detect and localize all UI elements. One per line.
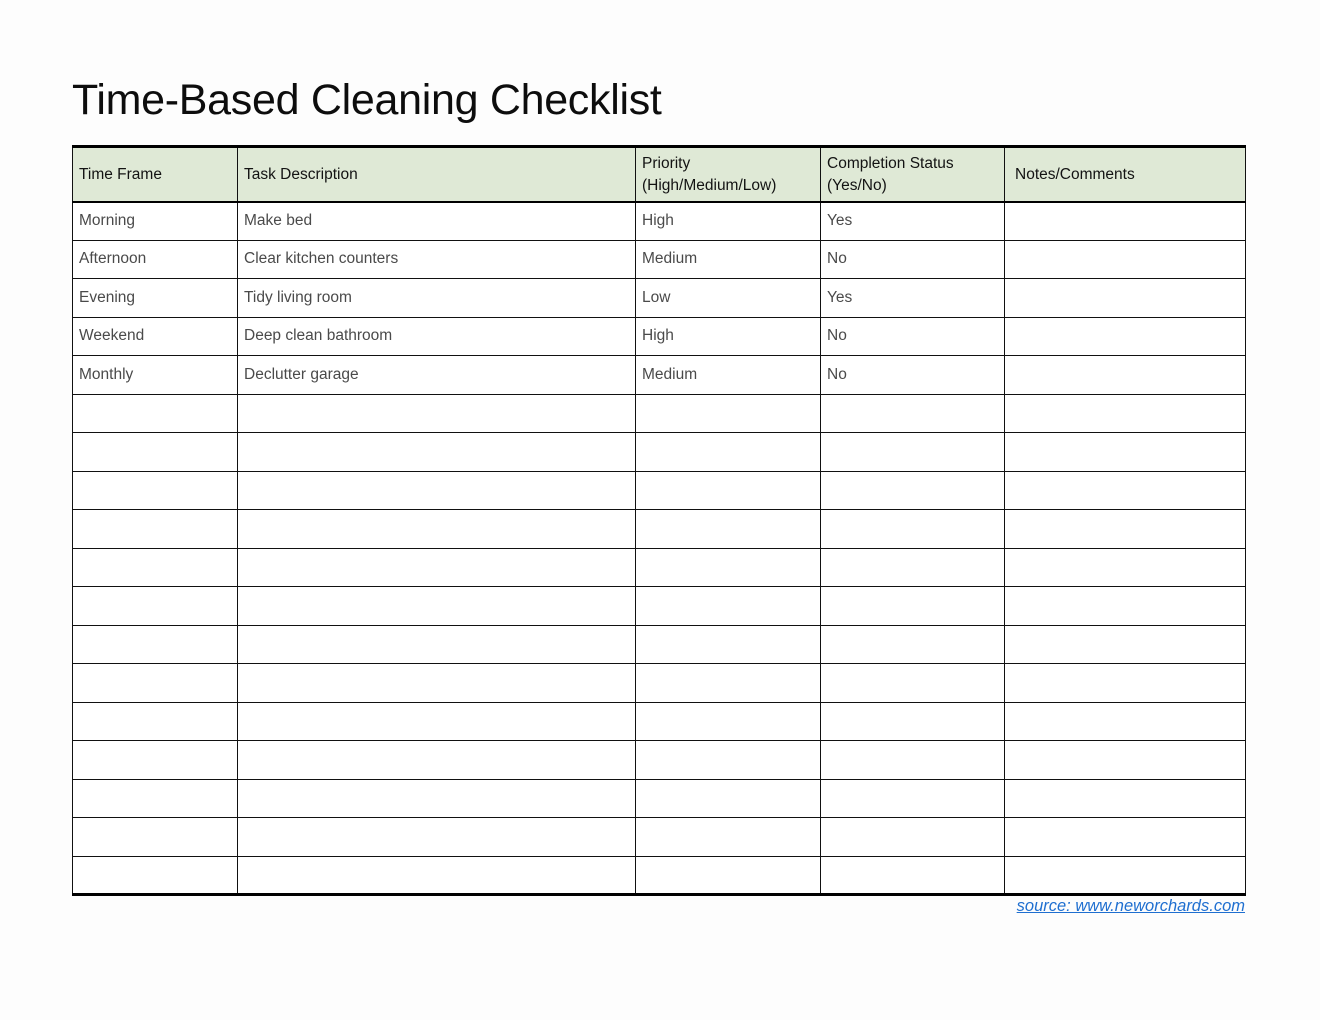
cell-completion_status[interactable]: No: [821, 240, 1005, 279]
cell-time_frame[interactable]: [73, 510, 238, 549]
cell-time_frame[interactable]: [73, 394, 238, 433]
cell-notes_comments[interactable]: [1005, 625, 1246, 664]
cell-priority[interactable]: Medium: [636, 240, 821, 279]
column-header-notes-comments: [1005, 147, 1246, 202]
cell-task_description[interactable]: Make bed: [238, 202, 636, 241]
column-header-completion-status: [821, 147, 1005, 202]
cell-task_description[interactable]: [238, 587, 636, 626]
cell-priority[interactable]: [636, 702, 821, 741]
column-header-task-description-line1: Task Description: [244, 166, 358, 184]
table-row[interactable]: [73, 240, 1246, 279]
cell-priority[interactable]: [636, 471, 821, 510]
table-row[interactable]: [73, 625, 1246, 664]
cell-priority[interactable]: [636, 548, 821, 587]
table-header-row: [73, 147, 1246, 202]
source-link[interactable]: source: www.neworchards.com: [1016, 897, 1245, 915]
cell-task_description[interactable]: Deep clean bathroom: [238, 317, 636, 356]
cell-completion_status[interactable]: [821, 394, 1005, 433]
cell-priority[interactable]: Low: [636, 279, 821, 318]
cell-task_description[interactable]: [238, 818, 636, 857]
cell-completion_status[interactable]: [821, 587, 1005, 626]
cell-task_description[interactable]: [238, 664, 636, 703]
cell-notes_comments[interactable]: [1005, 433, 1246, 472]
cell-priority[interactable]: [636, 779, 821, 818]
cell-time_frame[interactable]: [73, 702, 238, 741]
cell-priority[interactable]: [636, 394, 821, 433]
cell-priority[interactable]: [636, 510, 821, 549]
cell-task_description[interactable]: [238, 779, 636, 818]
cell-task_description[interactable]: [238, 702, 636, 741]
cell-priority[interactable]: [636, 856, 821, 895]
cell-time_frame[interactable]: [73, 818, 238, 857]
table-row[interactable]: [73, 394, 1246, 433]
cell-notes_comments[interactable]: [1005, 394, 1246, 433]
cell-time_frame[interactable]: Monthly: [73, 356, 238, 395]
cell-completion_status[interactable]: No: [821, 356, 1005, 395]
cell-notes_comments[interactable]: [1005, 779, 1246, 818]
cell-task_description[interactable]: [238, 741, 636, 780]
cell-priority[interactable]: [636, 741, 821, 780]
cell-notes_comments[interactable]: [1005, 702, 1246, 741]
cell-notes_comments[interactable]: [1005, 741, 1246, 780]
cell-notes_comments[interactable]: [1005, 202, 1246, 241]
cell-task_description[interactable]: Clear kitchen counters: [238, 240, 636, 279]
table-row[interactable]: [73, 779, 1246, 818]
cell-completion_status[interactable]: [821, 702, 1005, 741]
cell-priority[interactable]: High: [636, 202, 821, 241]
table-row[interactable]: [73, 548, 1246, 587]
cell-notes_comments[interactable]: [1005, 548, 1246, 587]
cell-time_frame[interactable]: Morning: [73, 202, 238, 241]
table-row[interactable]: [73, 856, 1246, 895]
column-header-completion-status-line2: (Yes/No): [827, 177, 887, 195]
cell-completion_status[interactable]: [821, 856, 1005, 895]
cell-task_description[interactable]: [238, 625, 636, 664]
cell-notes_comments[interactable]: [1005, 818, 1246, 857]
cell-time_frame[interactable]: [73, 664, 238, 703]
cell-priority[interactable]: [636, 587, 821, 626]
cell-priority[interactable]: [636, 818, 821, 857]
cell-time_frame[interactable]: Afternoon: [73, 240, 238, 279]
column-header-task-description: [238, 147, 636, 202]
cell-priority[interactable]: Medium: [636, 356, 821, 395]
cell-completion_status[interactable]: [821, 433, 1005, 472]
checklist-table: [72, 145, 1246, 896]
cell-time_frame[interactable]: [73, 625, 238, 664]
cell-time_frame[interactable]: Weekend: [73, 317, 238, 356]
cell-task_description[interactable]: [238, 433, 636, 472]
column-header-notes-comments-line1: Notes/Comments: [1015, 166, 1135, 184]
cell-notes_comments[interactable]: [1005, 664, 1246, 703]
table-row[interactable]: [73, 664, 1246, 703]
table-row[interactable]: [73, 279, 1246, 318]
column-header-priority-line1: Priority: [642, 155, 691, 173]
table-body: [73, 202, 1246, 895]
table-row[interactable]: [73, 202, 1246, 241]
cell-priority[interactable]: [636, 664, 821, 703]
cell-task_description[interactable]: [238, 471, 636, 510]
cell-time_frame[interactable]: [73, 471, 238, 510]
cell-notes_comments[interactable]: [1005, 356, 1246, 395]
cell-completion_status[interactable]: [821, 471, 1005, 510]
page-title: Time-Based Cleaning Checklist: [72, 76, 662, 124]
table-row[interactable]: [73, 433, 1246, 472]
cell-time_frame[interactable]: [73, 433, 238, 472]
cell-completion_status[interactable]: [821, 818, 1005, 857]
cell-completion_status[interactable]: Yes: [821, 202, 1005, 241]
cell-completion_status[interactable]: [821, 779, 1005, 818]
cell-notes_comments[interactable]: [1005, 240, 1246, 279]
table-row[interactable]: [73, 317, 1246, 356]
cell-completion_status[interactable]: Yes: [821, 279, 1005, 318]
cell-time_frame[interactable]: [73, 856, 238, 895]
cell-notes_comments[interactable]: [1005, 587, 1246, 626]
cell-task_description[interactable]: Declutter garage: [238, 356, 636, 395]
cell-completion_status[interactable]: No: [821, 317, 1005, 356]
table-row[interactable]: [73, 702, 1246, 741]
column-header-completion-status-line1: Completion Status: [827, 155, 954, 173]
table-header: [73, 147, 1246, 202]
cell-notes_comments[interactable]: [1005, 471, 1246, 510]
cell-time_frame[interactable]: [73, 741, 238, 780]
cell-completion_status[interactable]: [821, 664, 1005, 703]
table-row[interactable]: [73, 741, 1246, 780]
table-row[interactable]: [73, 356, 1246, 395]
cell-task_description[interactable]: [238, 510, 636, 549]
cell-completion_status[interactable]: [821, 741, 1005, 780]
column-header-time-frame: [73, 147, 238, 202]
cell-priority[interactable]: High: [636, 317, 821, 356]
column-header-priority: [636, 147, 821, 202]
column-header-time-frame-line1: Time Frame: [79, 166, 162, 184]
cell-time_frame[interactable]: [73, 587, 238, 626]
cell-time_frame[interactable]: [73, 779, 238, 818]
table-row[interactable]: [73, 510, 1246, 549]
cell-notes_comments[interactable]: [1005, 279, 1246, 318]
cell-completion_status[interactable]: [821, 548, 1005, 587]
table-row[interactable]: [73, 471, 1246, 510]
cell-priority[interactable]: [636, 433, 821, 472]
cell-task_description[interactable]: [238, 548, 636, 587]
table-row[interactable]: [73, 818, 1246, 857]
cell-task_description[interactable]: Tidy living room: [238, 279, 636, 318]
cell-notes_comments[interactable]: [1005, 510, 1246, 549]
table-row[interactable]: [73, 587, 1246, 626]
cell-task_description[interactable]: [238, 856, 636, 895]
cell-priority[interactable]: [636, 625, 821, 664]
column-header-priority-line2: (High/Medium/Low): [642, 177, 777, 195]
cell-task_description[interactable]: [238, 394, 636, 433]
cell-notes_comments[interactable]: [1005, 317, 1246, 356]
cell-completion_status[interactable]: [821, 625, 1005, 664]
cell-time_frame[interactable]: Evening: [73, 279, 238, 318]
cell-notes_comments[interactable]: [1005, 856, 1246, 895]
cell-time_frame[interactable]: [73, 548, 238, 587]
checklist-table-container: [72, 145, 1245, 896]
cell-completion_status[interactable]: [821, 510, 1005, 549]
